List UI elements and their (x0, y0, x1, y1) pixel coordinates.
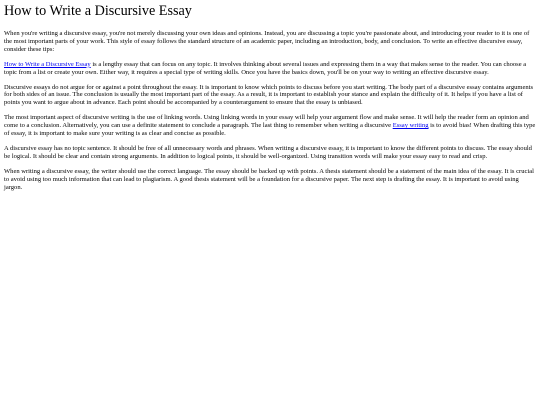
linking-words-text-after: is to avoid bias! When drafting this type of essay, it is important to make sure your writing is as clear and concise as possible. (4, 122, 536, 138)
essay-writing-link[interactable]: Essay writing (392, 122, 429, 130)
discursive-essay-link[interactable]: How to Write a Discursive Essay (4, 60, 91, 68)
intro-paragraph: When you're writing a discursive essay, you're not merely discussing your own ideas and opinions. Instead, you are discussing a topic you're passionate about, and introducing your reader to it is one of the most important parts of your work. This style of essay follows the standard structure of an academic paper, including an introduction, body, and conclusion. To write an effective discursive essay, consider these tips: (4, 30, 530, 53)
definition-paragraph (4, 61, 536, 77)
topic-sentence-paragraph: A discursive essay has no topic sentence. It should be free of all unnecessary words and phrases. When writing a discursive essay, it is important to know the different points to discuss. The essay should be logical. It should be clear and contain strong arguments. In addition to logical points, it should be well-organized. Using transition words will make your essay easy to read and crisp. (4, 144, 532, 160)
page-content (0, 0, 540, 192)
page-title: How to Write a Discursive Essay (4, 3, 192, 19)
definition-text: is a lengthy essay that can focus on any topic. It involves thinking about several issues and expressing them in a way that makes sense to the reader. You can choose a topic from a list or create your own. Either way, it requires a special type of writing skills. Once you have the basics down, you'll be on your way to writing an effective discursive essay. (4, 60, 527, 76)
linking-words-paragraph (4, 114, 536, 138)
language-paragraph: When writing a discursive essay, the writer should use the correct language. The essay should be backed up with points. A thesis statement should be a statement of the main idea of the essay. It is crucial to avoid using too much information that can lead to plagiarism. A good thesis statement will be a foundation for a discursive paper. The next step is drafting the essay. It is important to avoid using jargon. (4, 167, 534, 191)
structure-paragraph: Discursive essays do not argue for or against a point throughout the essay. It is important to know which points to discuss before you start writing. The body part of a discursive essay contains arguments for both sides of an issue. The conclusion is usually the most important part of the essay. As a result, it is important to establish your stance and explain the difficulty of it. It helps if you have a list of points you want to argue about in advance. Each point should be accompanied by a counterargument to ensure that the essay is unbiased. (4, 83, 534, 107)
linking-words-text-before: The most important aspect of discursive writing is the use of linking words. Using linking words in your essay will help your argument flow and make sense. It will help the reader form an opinion and come to a conclusion. Alternatively, you can use a definite statement to conclude a paragraph. The last thing to remember when writing a discursive (4, 114, 529, 130)
